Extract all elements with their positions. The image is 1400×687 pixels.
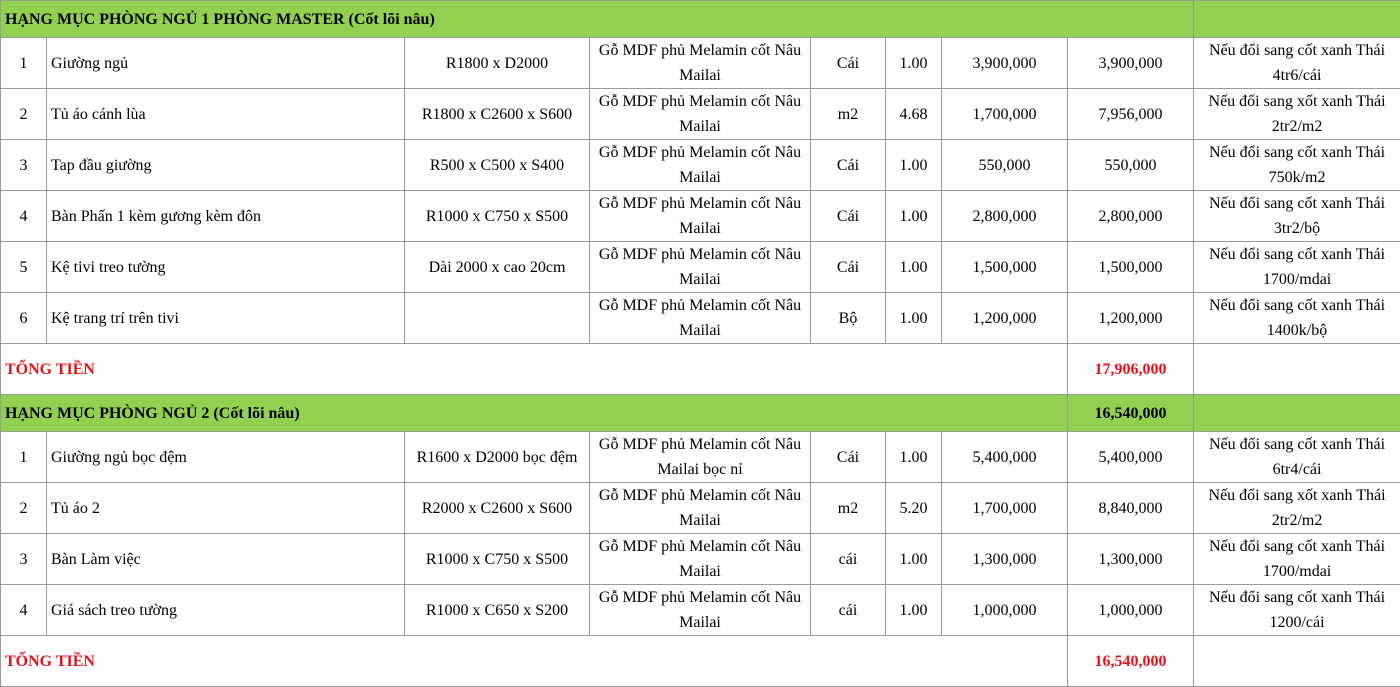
table-row <box>1 38 1400 89</box>
item-name: Tủ áo cánh lùa <box>47 89 405 140</box>
item-unit: m2 <box>811 89 886 140</box>
item-unit-price: 1,300,000 <box>942 534 1068 585</box>
item-amount: 8,840,000 <box>1068 483 1194 534</box>
item-name: Tủ áo 2 <box>47 483 405 534</box>
item-unit-price: 550,000 <box>942 140 1068 191</box>
section-header-total: 16,540,000 <box>1068 395 1194 432</box>
item-unit-price: 1,000,000 <box>942 585 1068 636</box>
item-note: Nếu đổi sang cốt xanh Thái 750k/m2 <box>1194 140 1400 191</box>
item-number: 4 <box>1 191 47 242</box>
item-unit-price: 1,700,000 <box>942 483 1068 534</box>
item-unit-price: 1,200,000 <box>942 293 1068 344</box>
item-material: Gỗ MDF phủ Melamin cốt Nâu Mailai <box>590 585 811 636</box>
item-note: Nếu đổi sang cốt xanh Thái 1200/cái <box>1194 585 1400 636</box>
item-unit: Bộ <box>811 293 886 344</box>
section-header-row <box>1 1 1400 38</box>
item-unit: m2 <box>811 483 886 534</box>
item-note: Nếu đổi sang xốt xanh Thái 2tr2/m2 <box>1194 89 1400 140</box>
table-row <box>1 585 1400 636</box>
item-unit: Cái <box>811 191 886 242</box>
item-quantity: 5.20 <box>886 483 942 534</box>
item-material: Gỗ MDF phủ Melamin cốt Nâu Mailai <box>590 242 811 293</box>
total-note-cell <box>1194 344 1400 395</box>
item-number: 5 <box>1 242 47 293</box>
item-size: R1000 x C650 x S200 <box>405 585 590 636</box>
section-title: HẠNG MỤC PHÒNG NGỦ 1 PHÒNG MASTER (Cốt lõi nâu) <box>1 1 1194 38</box>
item-material: Gỗ MDF phủ Melamin cốt Nâu Mailai <box>590 140 811 191</box>
item-amount: 2,800,000 <box>1068 191 1194 242</box>
item-size: R1600 x D2000 bọc đệm <box>405 432 590 483</box>
item-unit: cái <box>811 534 886 585</box>
item-note: Nếu đổi sang cốt xanh Thái 3tr2/bộ <box>1194 191 1400 242</box>
total-row <box>1 636 1400 687</box>
item-quantity: 1.00 <box>886 242 942 293</box>
item-note: Nếu đổi sang cốt xanh Thái 1700/mdai <box>1194 534 1400 585</box>
item-note: Nếu đổi sang cốt xanh Thái 1400k/bộ <box>1194 293 1400 344</box>
total-value: 17,906,000 <box>1068 344 1194 395</box>
item-note: Nếu đổi sang xốt xanh Thái 2tr2/m2 <box>1194 483 1400 534</box>
item-amount: 7,956,000 <box>1068 89 1194 140</box>
table-row <box>1 242 1400 293</box>
item-size: R500 x C500 x S400 <box>405 140 590 191</box>
item-material: Gỗ MDF phủ Melamin cốt Nâu Mailai <box>590 89 811 140</box>
item-size <box>405 293 590 344</box>
item-quantity: 1.00 <box>886 140 942 191</box>
item-size: R1000 x C750 x S500 <box>405 191 590 242</box>
item-size: R1800 x D2000 <box>405 38 590 89</box>
item-name: Tap đầu giường <box>47 140 405 191</box>
section-title: HẠNG MỤC PHÒNG NGỦ 2 (Cốt lõi nâu) <box>1 395 1068 432</box>
total-note-cell <box>1194 636 1400 687</box>
item-name: Giá sách treo tường <box>47 585 405 636</box>
item-quantity: 4.68 <box>886 89 942 140</box>
item-quantity: 1.00 <box>886 432 942 483</box>
item-unit: Cái <box>811 38 886 89</box>
item-size: R2000 x C2600 x S600 <box>405 483 590 534</box>
item-amount: 550,000 <box>1068 140 1194 191</box>
table-row <box>1 483 1400 534</box>
item-name: Giường ngủ bọc đệm <box>47 432 405 483</box>
table-row <box>1 89 1400 140</box>
section-header-row <box>1 395 1400 432</box>
item-number: 3 <box>1 534 47 585</box>
item-number: 3 <box>1 140 47 191</box>
item-amount: 5,400,000 <box>1068 432 1194 483</box>
table-row <box>1 140 1400 191</box>
item-size: Dài 2000 x cao 20cm <box>405 242 590 293</box>
item-material: Gỗ MDF phủ Melamin cốt Nâu Mailai <box>590 38 811 89</box>
item-material: Gỗ MDF phủ Melamin cốt Nâu Mailai <box>590 191 811 242</box>
item-name: Giường ngủ <box>47 38 405 89</box>
item-unit: Cái <box>811 242 886 293</box>
item-material: Gỗ MDF phủ Melamin cốt Nâu Mailai <box>590 534 811 585</box>
item-name: Kệ trang trí trên tivi <box>47 293 405 344</box>
total-row <box>1 344 1400 395</box>
table-row <box>1 191 1400 242</box>
item-name: Bàn Phấn 1 kèm gương kèm đôn <box>47 191 405 242</box>
item-amount: 1,500,000 <box>1068 242 1194 293</box>
item-name: Bàn Làm việc <box>47 534 405 585</box>
section-header-note-cell <box>1194 395 1400 432</box>
table-row <box>1 534 1400 585</box>
item-unit-price: 2,800,000 <box>942 191 1068 242</box>
item-note: Nếu đổi sang cốt xanh Thái 6tr4/cái <box>1194 432 1400 483</box>
item-unit-price: 1,500,000 <box>942 242 1068 293</box>
section-header-total <box>1194 1 1400 38</box>
item-size: R1000 x C750 x S500 <box>405 534 590 585</box>
item-material: Gỗ MDF phủ Melamin cốt Nâu Mailai <box>590 483 811 534</box>
table-row <box>1 432 1400 483</box>
item-amount: 1,000,000 <box>1068 585 1194 636</box>
total-label: TỔNG TIỀN <box>1 636 1068 687</box>
item-unit: cái <box>811 585 886 636</box>
item-amount: 1,200,000 <box>1068 293 1194 344</box>
item-unit: Cái <box>811 140 886 191</box>
item-amount: 1,300,000 <box>1068 534 1194 585</box>
item-material: Gỗ MDF phủ Melamin cốt Nâu Mailai <box>590 293 811 344</box>
item-quantity: 1.00 <box>886 293 942 344</box>
item-number: 1 <box>1 38 47 89</box>
item-number: 6 <box>1 293 47 344</box>
item-number: 2 <box>1 89 47 140</box>
item-quantity: 1.00 <box>886 585 942 636</box>
item-quantity: 1.00 <box>886 534 942 585</box>
total-value: 16,540,000 <box>1068 636 1194 687</box>
item-amount: 3,900,000 <box>1068 38 1194 89</box>
table-row <box>1 293 1400 344</box>
item-note: Nếu đổi sang cốt xanh Thái 4tr6/cái <box>1194 38 1400 89</box>
item-unit: Cái <box>811 432 886 483</box>
item-number: 2 <box>1 483 47 534</box>
total-label: TỔNG TIỀN <box>1 344 1068 395</box>
item-number: 1 <box>1 432 47 483</box>
item-material: Gỗ MDF phủ Melamin cốt Nâu Mailai bọc nỉ <box>590 432 811 483</box>
item-number: 4 <box>1 585 47 636</box>
item-name: Kệ tivi treo tường <box>47 242 405 293</box>
item-size: R1800 x C2600 x S600 <box>405 89 590 140</box>
item-note: Nếu đổi sang cốt xanh Thái 1700/mdai <box>1194 242 1400 293</box>
item-unit-price: 3,900,000 <box>942 38 1068 89</box>
item-quantity: 1.00 <box>886 191 942 242</box>
item-quantity: 1.00 <box>886 38 942 89</box>
item-unit-price: 1,700,000 <box>942 89 1068 140</box>
item-unit-price: 5,400,000 <box>942 432 1068 483</box>
